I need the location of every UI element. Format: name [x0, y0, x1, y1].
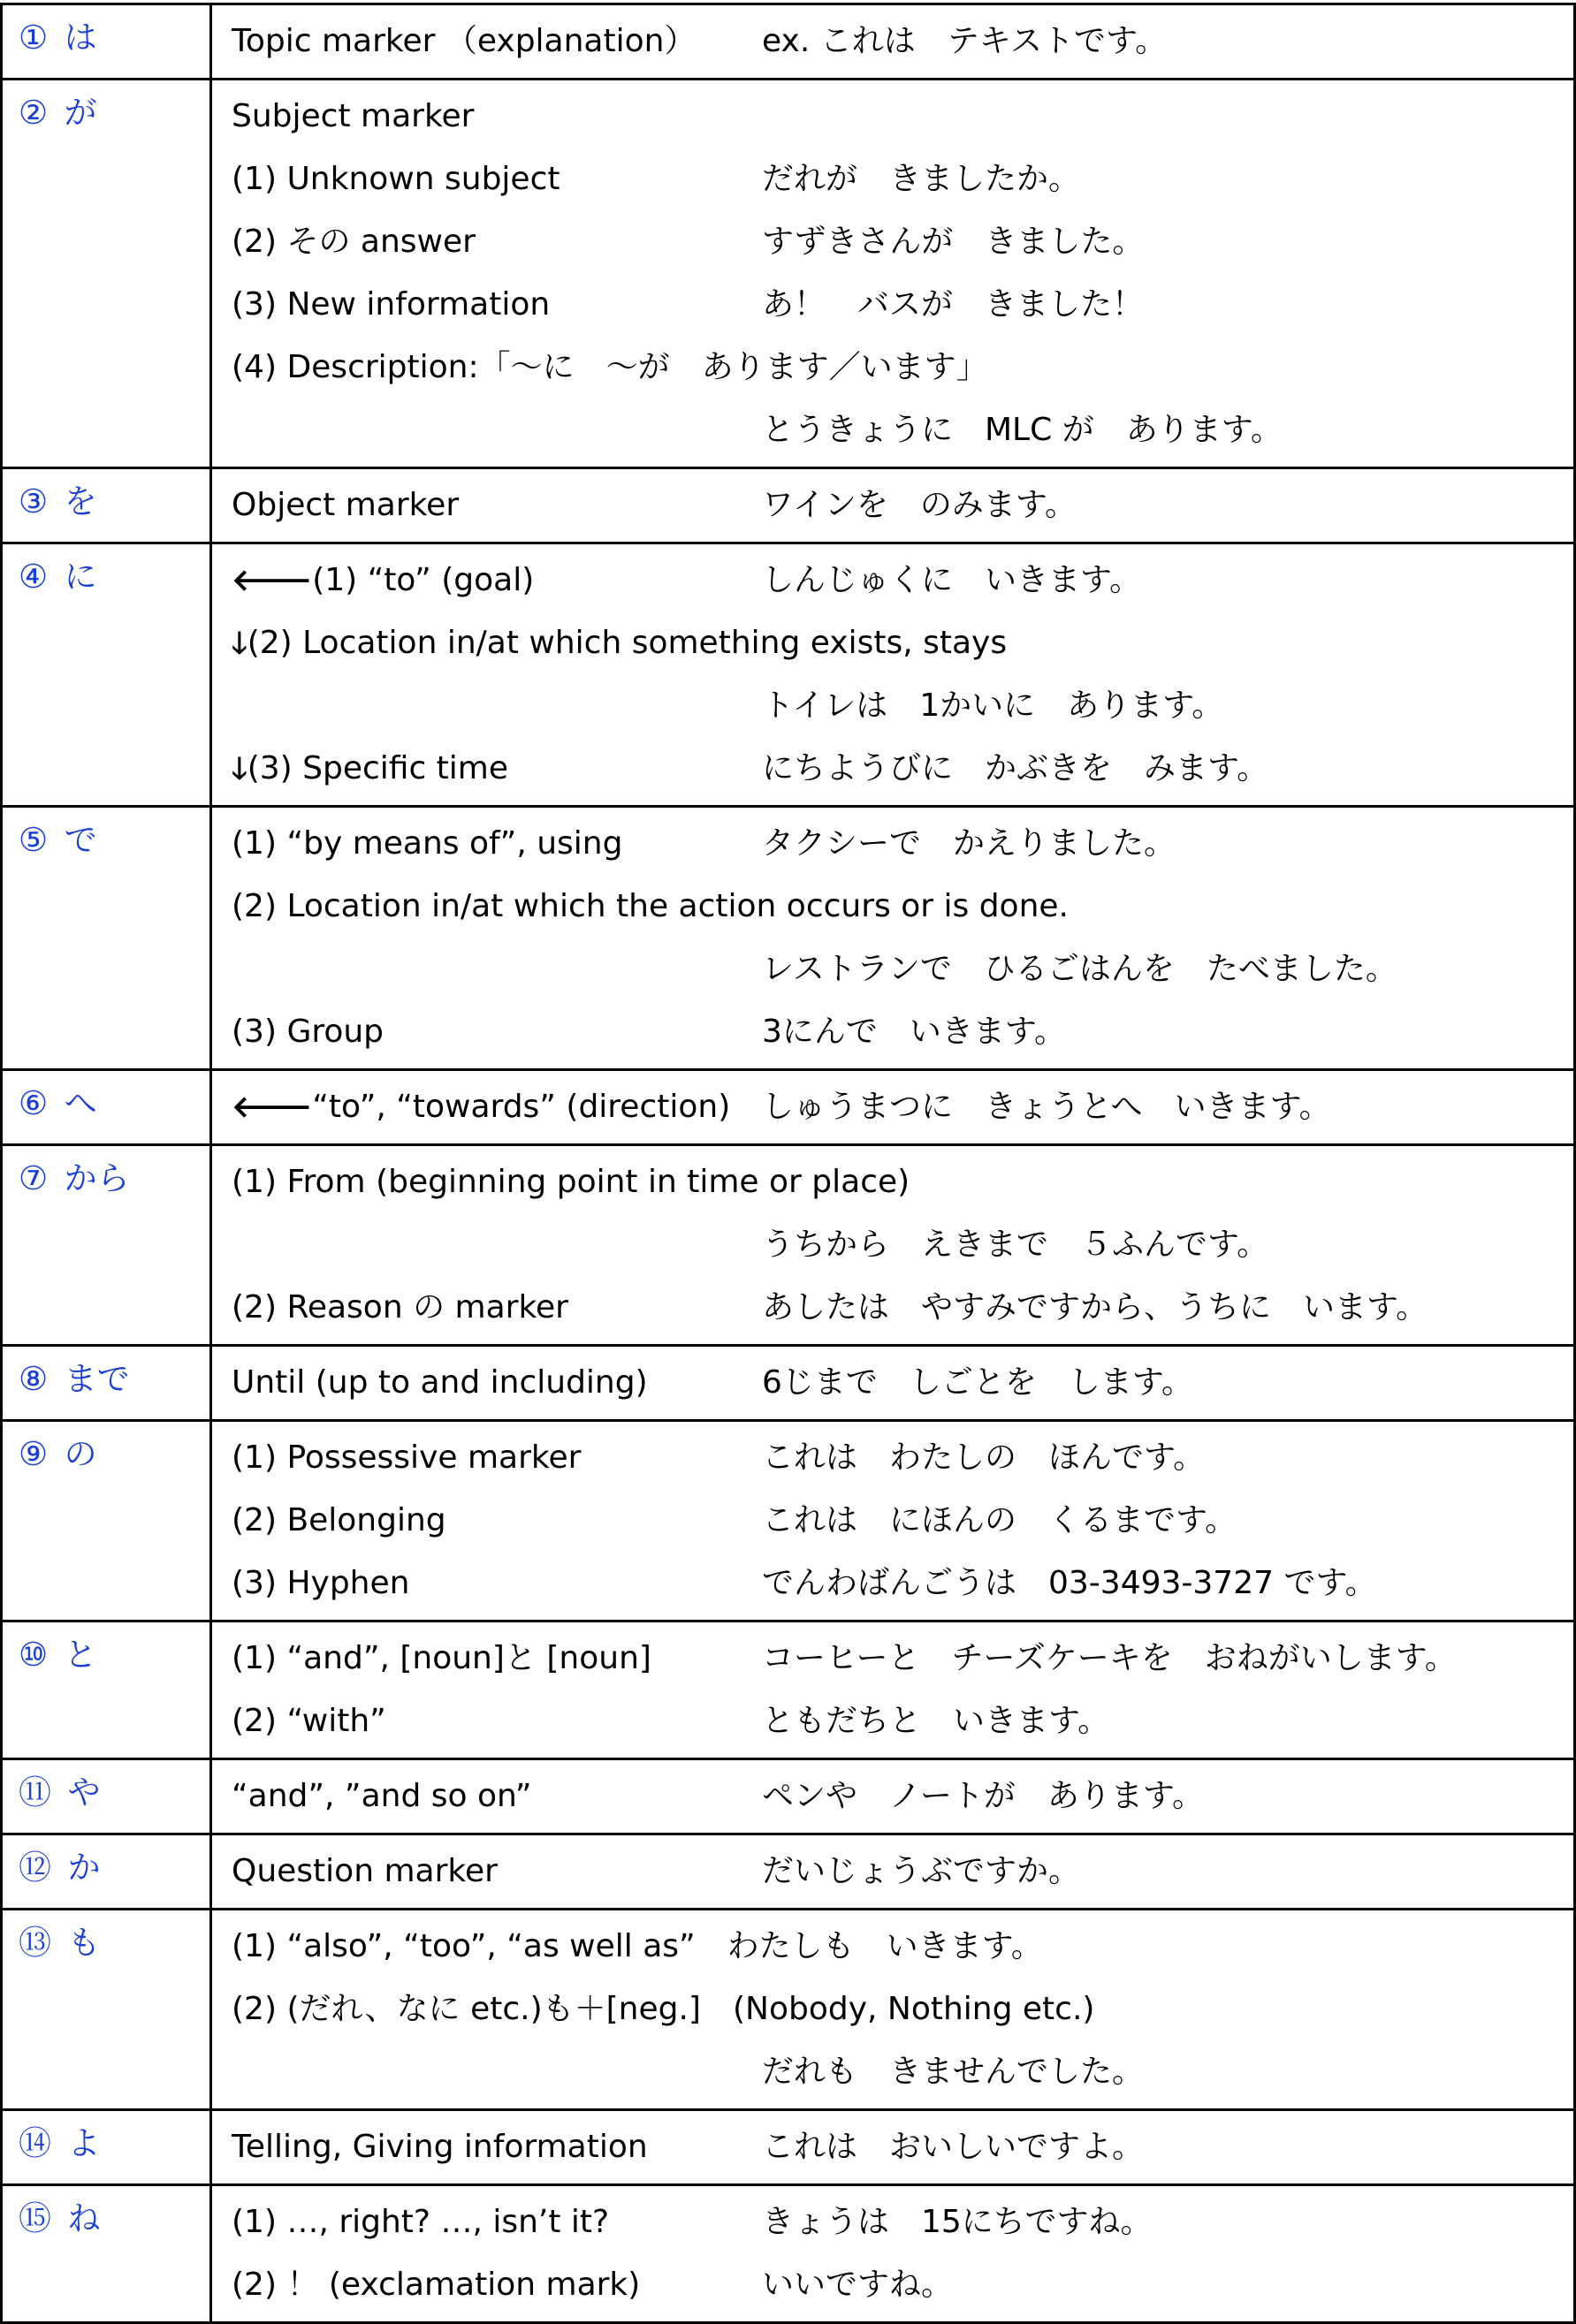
particle-label-cell [0, 1146, 212, 1344]
table-row [0, 80, 1576, 469]
usage-cell [212, 1760, 1576, 1833]
explanation-text: (2) ！ (exclamation mark) [232, 2267, 641, 2303]
explanation-text: (2) Location in/at which the action occurs or is done. [232, 888, 1069, 924]
explanation-text: (1) “and”, [noun]と [noun] [232, 1640, 651, 1676]
example-sentence: しゅうまつに きょうとへ いきます。 [762, 1089, 1331, 1125]
particle-table [0, 3, 1576, 2324]
example-sentence: これは おいしいですよ。 [762, 2129, 1145, 2165]
usage-line [232, 1075, 1573, 1138]
usage-line [232, 611, 1573, 674]
usage-explanation [232, 148, 560, 210]
explanation-text: “to”, “towards” (direction) [312, 1089, 731, 1125]
explanation-text: (1) From (beginning point in time or place) [232, 1164, 910, 1200]
usage-cell [212, 1422, 1576, 1620]
particle: まで [64, 1360, 130, 1398]
example-sentence: だれも きませんでした。 [762, 2054, 1145, 2090]
usage-line [232, 1276, 1573, 1339]
example-sentence: あ！ バスが きました！ [762, 286, 1145, 323]
example-sentence: すずきさんが きました。 [762, 224, 1145, 260]
particle-label-cell [0, 1910, 212, 2108]
example-sentence: ex. これは テキストです。 [762, 23, 1168, 59]
particle-label-cell [0, 2111, 212, 2183]
usage-explanation [232, 1552, 409, 1614]
usage-explanation [232, 1915, 1043, 1978]
usage-explanation [232, 1351, 648, 1414]
particle: に [64, 558, 97, 596]
example-sentence: これは わたしの ほんです。 [762, 1439, 1206, 1476]
usage-line [232, 2040, 1573, 2103]
particle: や [67, 1773, 101, 1811]
particle-label-cell [0, 5, 212, 78]
usage-explanation [232, 1075, 730, 1139]
example-sentence: 6じまで しごとを します。 [762, 1364, 1194, 1401]
explanation-text: Object marker [232, 487, 460, 523]
usage-explanation [232, 1276, 568, 1339]
particle-label-cell [0, 469, 212, 542]
explanation-text: (2) “with” [232, 1703, 386, 1739]
table-row [0, 1146, 1576, 1347]
usage-explanation [232, 1426, 581, 1489]
table-row [0, 544, 1576, 808]
explanation-text: (2) (だれ、なに etc.)も＋[neg.] (Nobody, Nothing etc.) [232, 1991, 1095, 2027]
row-number: ① [19, 19, 49, 57]
explanation-text: (1) “also”, “too”, “as well as” わたしも いきます。 [232, 1928, 1043, 1964]
example-sentence: うちから えきまで ５ふんです。 [762, 1227, 1269, 1263]
explanation-text: (2) Reason の marker [232, 1289, 568, 1325]
example-sentence: とうきょうに MLC が あります。 [762, 412, 1283, 448]
table-row [0, 2111, 1576, 2186]
particle-label-cell [0, 544, 212, 805]
usage-explanation [232, 875, 1069, 938]
explanation-text: (3) New information [232, 286, 551, 323]
usage-line [232, 1000, 1573, 1063]
table-row [0, 1910, 1576, 2111]
usage-cell [212, 1622, 1576, 1758]
example-sentence: 3にんで いきます。 [762, 1014, 1067, 1050]
usage-line [232, 549, 1573, 611]
particle-label-cell [0, 2186, 212, 2321]
usage-cell [212, 469, 1576, 542]
row-number: ⑭ [19, 2124, 51, 2162]
example-sentence: レストランで ひるごはんを たべました。 [762, 951, 1397, 987]
table-row [0, 1622, 1576, 1760]
usage-line [232, 399, 1573, 461]
usage-explanation [232, 10, 696, 72]
explanation-text: Topic marker （explanation） [232, 23, 697, 59]
row-number: ⑥ [19, 1084, 49, 1122]
particle: へ [64, 1084, 97, 1122]
table-row [0, 1760, 1576, 1835]
example-sentence: だれが きましたか。 [762, 161, 1081, 197]
usage-line [232, 875, 1573, 938]
explanation-text: (1) “by means of”, using [232, 825, 623, 862]
usage-explanation [232, 1765, 532, 1827]
usage-line [232, 2115, 1573, 2178]
usage-cell [212, 808, 1576, 1068]
usage-cell [212, 1146, 1576, 1344]
usage-line [232, 210, 1573, 273]
usage-line [232, 10, 1573, 72]
particle: と [64, 1636, 97, 1674]
usage-explanation [232, 85, 474, 148]
usage-line [232, 1915, 1573, 1978]
usage-explanation [232, 2115, 648, 2178]
usage-line [232, 1351, 1573, 1414]
example-sentence: タクシーで かえりました。 [762, 825, 1176, 862]
example-sentence: にちようびに かぶきを みます。 [762, 750, 1269, 786]
usage-explanation [232, 611, 1007, 675]
row-number: ⑪ [19, 1773, 51, 1811]
row-number: ③ [19, 482, 49, 520]
usage-line [232, 1489, 1573, 1552]
row-number: ⑨ [19, 1435, 49, 1473]
particle: から [64, 1159, 130, 1197]
usage-explanation [232, 2191, 609, 2253]
row-number: ⑩ [19, 1636, 49, 1674]
explanation-text: (3) Specific time [247, 750, 509, 786]
usage-explanation [232, 2253, 640, 2316]
example-sentence: でんわばんごうは 03-3493-3727 です。 [762, 1565, 1377, 1601]
explanation-text: Until (up to and including) [232, 1364, 648, 1401]
usage-explanation [232, 812, 622, 875]
usage-explanation [232, 1978, 1094, 2040]
particle-label-cell [0, 1835, 212, 1908]
usage-line [232, 2191, 1573, 2253]
explanation-text: (2) Location in/at which something exists, stays [247, 625, 1008, 661]
usage-explanation [232, 737, 508, 801]
usage-line [232, 148, 1573, 210]
particle-label-cell [0, 1760, 212, 1833]
example-sentence: トイレは 1かいに あります。 [762, 687, 1224, 724]
usage-explanation [232, 1151, 910, 1213]
usage-line [232, 2253, 1573, 2316]
usage-cell [212, 80, 1576, 467]
usage-line [232, 737, 1573, 800]
usage-explanation [232, 1000, 384, 1063]
particle: が [64, 94, 97, 132]
arrow-down-icon: 🡓 [232, 626, 247, 661]
usage-line [232, 1552, 1573, 1614]
usage-explanation [232, 1627, 651, 1690]
explanation-text: (2) Belonging [232, 1502, 446, 1538]
particle-label-cell [0, 80, 212, 467]
usage-line [232, 1690, 1573, 1752]
particle: を [64, 482, 97, 520]
usage-line [232, 1840, 1573, 1902]
usage-explanation [232, 474, 459, 536]
usage-explanation [232, 336, 988, 399]
usage-line [232, 1978, 1573, 2040]
usage-line [232, 1151, 1573, 1213]
particle: ね [67, 2199, 101, 2237]
explanation-text: (2) その answer [232, 224, 476, 260]
explanation-text: (4) Description:「～に ～が あります／います」 [232, 349, 988, 385]
example-sentence: いいですね。 [762, 2267, 954, 2303]
usage-line [232, 1627, 1573, 1690]
explanation-text: (1) Unknown subject [232, 161, 560, 197]
example-sentence: しんじゅくに いきます。 [762, 562, 1142, 598]
usage-line [232, 1426, 1573, 1489]
table-row [0, 3, 1576, 80]
arrow-down-icon: 🡓 [232, 751, 247, 786]
example-sentence: ワインを のみます。 [762, 487, 1077, 523]
arrow-left-icon: 🡐 [232, 1090, 313, 1125]
particle-label-cell [0, 1622, 212, 1758]
usage-explanation [232, 1840, 498, 1902]
usage-cell [212, 2186, 1576, 2321]
usage-line [232, 85, 1573, 148]
usage-cell [212, 5, 1576, 78]
particle: よ [67, 2124, 101, 2162]
table-row [0, 1347, 1576, 1422]
particle: か [67, 1849, 101, 1887]
usage-cell [212, 1910, 1576, 2108]
row-number: ⑮ [19, 2199, 51, 2237]
particle: は [64, 19, 97, 57]
usage-cell [212, 1835, 1576, 1908]
table-row [0, 1071, 1576, 1146]
example-sentence: きょうは 15にちですね。 [762, 2204, 1153, 2240]
usage-line [232, 938, 1573, 1000]
particle: も [67, 1924, 101, 1962]
particle-label-cell [0, 1347, 212, 1419]
row-number: ⑦ [19, 1159, 49, 1197]
usage-line [232, 474, 1573, 536]
row-number: ⑫ [19, 1849, 51, 1887]
example-sentence: ペンや ノートが あります。 [762, 1778, 1205, 1814]
explanation-text: (1) …, right? …, isn’t it? [232, 2204, 610, 2240]
table-row [0, 1422, 1576, 1622]
usage-cell [212, 544, 1576, 805]
table-row [0, 1835, 1576, 1910]
usage-explanation [232, 210, 476, 273]
particle-label-cell [0, 808, 212, 1068]
usage-cell [212, 1071, 1576, 1143]
example-sentence: コーヒーと チーズケーキを おねがいします。 [762, 1640, 1457, 1676]
usage-line [232, 674, 1573, 737]
explanation-text: (1) Possessive marker [232, 1439, 582, 1476]
usage-line [232, 1213, 1573, 1276]
row-number: ② [19, 94, 49, 132]
example-sentence: だいじょうぶですか。 [762, 1853, 1081, 1889]
usage-line [232, 1765, 1573, 1827]
particle-label-cell [0, 1071, 212, 1143]
row-number: ⑤ [19, 821, 49, 859]
arrow-left-icon: 🡐 [232, 563, 313, 598]
example-sentence: これは にほんの くるまです。 [762, 1502, 1237, 1538]
explanation-text: Question marker [232, 1853, 498, 1889]
usage-explanation [232, 273, 550, 336]
row-number: ⑧ [19, 1360, 49, 1398]
explanation-text: Subject marker [232, 98, 475, 134]
table-row [0, 469, 1576, 544]
table-row [0, 808, 1576, 1071]
explanation-text: (3) Hyphen [232, 1565, 410, 1601]
usage-line [232, 273, 1573, 336]
example-sentence: ともだちと いきます。 [762, 1703, 1110, 1739]
usage-explanation [232, 1690, 386, 1752]
usage-line [232, 336, 1573, 399]
row-number: ⑬ [19, 1924, 51, 1962]
particle: の [64, 1435, 97, 1473]
usage-explanation [232, 549, 534, 612]
usage-cell [212, 2111, 1576, 2183]
example-sentence: あしたは やすみですから、うちに います。 [762, 1289, 1428, 1325]
explanation-text: Telling, Giving information [232, 2129, 648, 2165]
usage-cell [212, 1347, 1576, 1419]
row-number: ④ [19, 558, 49, 596]
usage-explanation [232, 1489, 446, 1552]
explanation-text: (3) Group [232, 1014, 384, 1050]
particle: で [64, 821, 97, 859]
usage-line [232, 812, 1573, 875]
particle-label-cell [0, 1422, 212, 1620]
explanation-text: “and”, ”and so on” [232, 1778, 532, 1814]
explanation-text: (1) “to” (goal) [312, 562, 535, 598]
table-row [0, 2186, 1576, 2324]
